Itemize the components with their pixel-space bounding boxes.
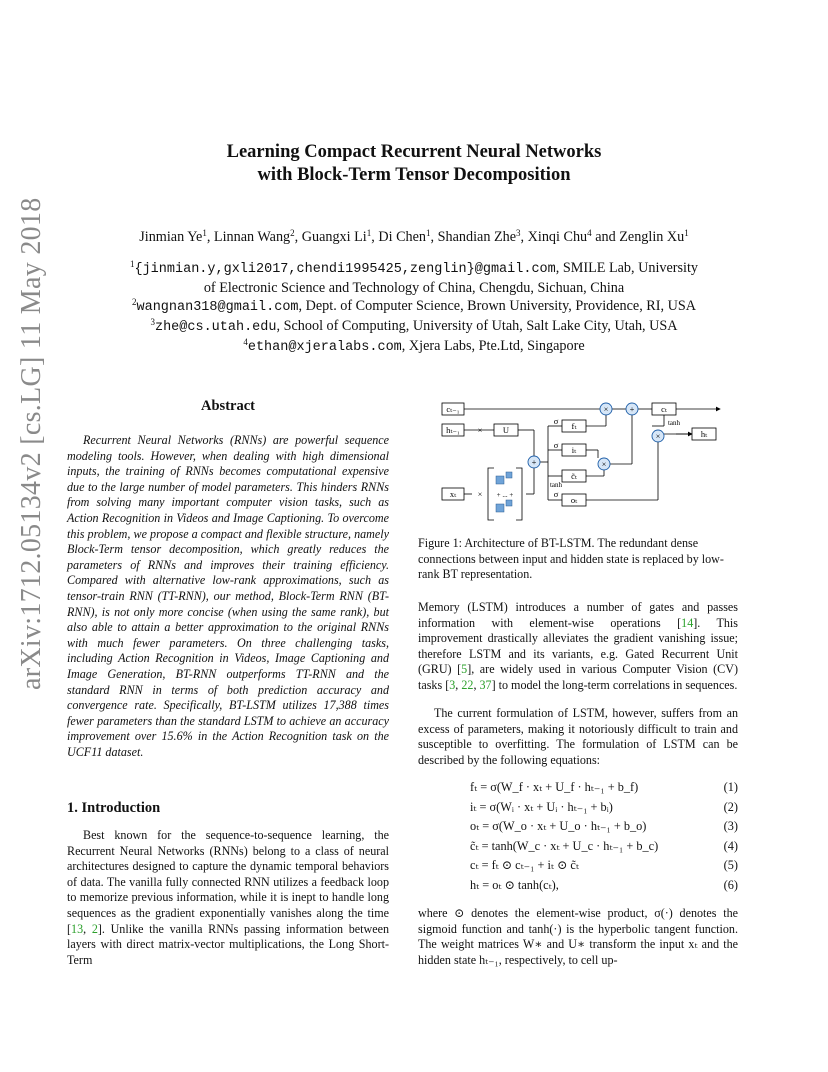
email[interactable]: ethan@xjeralabs.com (247, 340, 402, 355)
introduction-paragraph: Best known for the sequence-to-sequence learning, the Recurrent Neural Networks (RNNs) belong to a class of neural architectures designed to capture the dynamic temporal behaviors of data. The vanilla fully connected RNN utilizes a feedback loop to memorize previous information, while it is inept to handle long sequences as the gradient exponentially vanishes along the time [13, 2]. Unlike the vanilla RNNs passing information between layers with direct matrix-vector multiplications, the Long Short-Term (67, 828, 389, 967)
title-line-2: with Block-Term Tensor Decomposition (257, 165, 571, 185)
c-prev-label: cₜ₋₁ (446, 404, 460, 414)
author-affiliation-mark: 1 (684, 228, 689, 238)
arxiv-stamp: arXiv:1712.05134v2 [cs.LG] 11 May 2018 (16, 197, 47, 690)
u-label: U (502, 425, 510, 435)
svg-text:×: × (655, 431, 661, 441)
email[interactable]: {jinmian.y,gxli2017,chendi1995425,zenglin}@gmail.com (134, 262, 556, 277)
author-name: Zenglin Xu (619, 229, 685, 245)
author-list: Jinmian Ye$^1$, Linnan Wang$^2$, Guangxi Li$^1$, Di Chen$^1$, Shandian Zhe$^3$, Xinqi Chu$^4$ and Zenglin Xu$^1$ (139, 228, 689, 245)
h-out-label: hₜ (700, 429, 708, 439)
citation-link[interactable]: 5 (461, 662, 468, 677)
author-affiliation-mark: 1 (426, 228, 431, 238)
author-name: Xinqi Chu (527, 229, 588, 245)
citation-link[interactable]: 13 (71, 921, 84, 936)
citation-link[interactable]: 37 (479, 677, 492, 692)
paper-title (0, 141, 828, 187)
citation-link[interactable]: 14 (681, 615, 694, 630)
abstract-text: Recurrent Neural Networks (RNNs) are powerful sequence modeling tools. However, when dealing with high dimensional inputs, the training of RNNs becomes computational expensive due to the large number of model parameters. This hinders RNNs from solving many important computer vision tasks, such as Action Recognition in Videos and Image Captioning. To overcome this problem, we propose a compact and flexible structure, namely Block-Term tensor decomposition, which greatly reduces the parameters of RNNs and improves their training efficiency. Compared with alternative low-rank approximations, such as tensor-train RNN (TT-RNN), our method, Block-Term RNN (BT-RNN), is not only more concise (when using the same rank), but also able to attain a better approximation to the original RNNs with much fewer parameters. On three challenging tasks, including Action Recognition in Videos, Image Captioning and Image Generation, BT-RNN outperforms TT-RNN and the standard RNN in terms of both prediction accuracy and convergence rate. Specifically, BT-LSTM utilizes 17,388 times fewer parameters than the standard LSTM to achieve an accuracy improvement over 15.6% in the Action Recognition task on the UCF11 dataset. (67, 433, 389, 759)
equation-5: cₜ = fₜ ⊙ cₜ₋₁ + iₜ ⊙ c̃ₜ (5) (470, 858, 738, 872)
affiliation-1-cont: of Electronic Science and Technology of China, Chengdu, Sichuan, China (203, 280, 625, 296)
svg-text:tanh: tanh (667, 419, 681, 427)
lstm-equations (418, 780, 738, 897)
i-gate-label: iₜ (571, 445, 577, 455)
author-affiliation-mark: 4 (587, 228, 592, 238)
author-affiliation-mark: 1 (366, 228, 372, 238)
svg-text:tanh: tanh (549, 481, 563, 489)
equation-4: c̃ₜ = tanh(W_c · xₜ + U_c · hₜ₋₁ + b_c) (4) (470, 838, 738, 853)
x-t-label: xₜ (449, 489, 457, 499)
right-paragraph-1: Memory (LSTM) introduces a number of gates and passes information with element-wise operations [14]. This improvement drastically alleviates the gradient vanishing issue; therefore LSTM and its variants, e.g. Gated Recurrent Unit (GRU) [5], are widely used in various Computer Vision (CV) tasks [3, 22, 37] to model the long-term correlations in sequences. (418, 600, 739, 692)
h-prev-label: hₜ₋₁ (446, 425, 460, 435)
svg-text:+: + (531, 457, 537, 467)
c-tilde-label: c̃ₜ (571, 471, 577, 481)
figure-caption: Figure 1: Architecture of BT-LSTM. The redundant dense connections between input and hidden state is replaced by low-rank BT representation. (418, 536, 724, 582)
svg-text:σ: σ (553, 489, 559, 499)
affiliation-3: $^3$zhe@cs.utah.edu, School of Computing, University of Utah, Salt Lake City, Utah, USA (150, 317, 678, 335)
bt-lstm-architecture-figure (436, 396, 736, 524)
svg-text:×: × (601, 459, 607, 469)
author-name: Shandian Zhe (437, 229, 517, 245)
svg-text:+: + (629, 404, 635, 414)
citation-link[interactable]: 3 (449, 677, 456, 692)
author-affiliation-mark: 2 (290, 228, 295, 238)
equation-2: iₜ = σ(Wᵢ · xₜ + Uᵢ · hₜ₋₁ + bᵢ) (2) (470, 799, 738, 814)
f-gate-label: fₜ (571, 421, 577, 431)
citation-link[interactable]: 2 (91, 921, 98, 936)
title-line-1: Learning Compact Recurrent Neural Networks (226, 142, 602, 162)
o-gate-label: oₜ (570, 495, 578, 505)
affiliation-1: $^1${jinmian.y,gxli2017,chendi1995425,zenglin}@gmail.com, SMILE Lab, University (129, 259, 699, 277)
svg-text:×: × (477, 425, 483, 435)
affiliation-4: $^4$ethan@xjeralabs.com, Xjera Labs, Pte.Ltd, Singapore (243, 337, 585, 355)
equation-1: fₜ = σ(W_f · xₜ + U_f · hₜ₋₁ + b_f) (1) (470, 780, 738, 794)
svg-text:×: × (603, 404, 609, 414)
author-name: Di Chen (378, 229, 427, 245)
author-name: Guangxi Li (301, 229, 367, 245)
svg-text:σ: σ (553, 416, 559, 426)
affiliation-2: $^2$wangnan318@gmail.com, Dept. of Computer Science, Brown University, Providence, RI, USA (132, 297, 696, 315)
right-paragraph-3: where ⊙ denotes the element-wise product, σ(·) denotes the sigmoid function and tanh(·) is the hyperbolic tangent function. The weight matrices W∗ and U∗ transform the input xₜ and the hidden state hₜ₋₁, respectively, to cell up- (418, 906, 738, 967)
abstract-heading: Abstract (201, 398, 255, 414)
author-affiliation-mark: 3 (516, 228, 521, 238)
author-name: Linnan Wang (213, 229, 291, 245)
c-out-label: cₜ (661, 404, 667, 414)
svg-text:×: × (477, 489, 483, 499)
introduction-heading: 1. Introduction (67, 800, 161, 816)
email[interactable]: zhe@cs.utah.edu (154, 320, 277, 335)
equation-6: hₜ = oₜ ⊙ tanh(cₜ), (6) (470, 877, 738, 892)
right-paragraph-2: The current formulation of LSTM, however, suffers from an excess of parameters, making it notoriously difficult to train and susceptible to overfitting. The formulation of LSTM can be described by the following equations: (418, 706, 738, 767)
affiliations (0, 259, 828, 357)
author-affiliation-mark: 1 (202, 228, 207, 238)
svg-text:σ: σ (553, 440, 559, 450)
citation-link[interactable]: 22 (461, 677, 474, 692)
author-name: Jinmian Ye (139, 229, 203, 245)
equation-3: oₜ = σ(W_o · xₜ + U_o · hₜ₋₁ + b_o) (3) (470, 819, 738, 833)
svg-text:+ ... +: + ... + (496, 491, 514, 499)
email[interactable]: wangnan318@gmail.com (136, 300, 299, 315)
